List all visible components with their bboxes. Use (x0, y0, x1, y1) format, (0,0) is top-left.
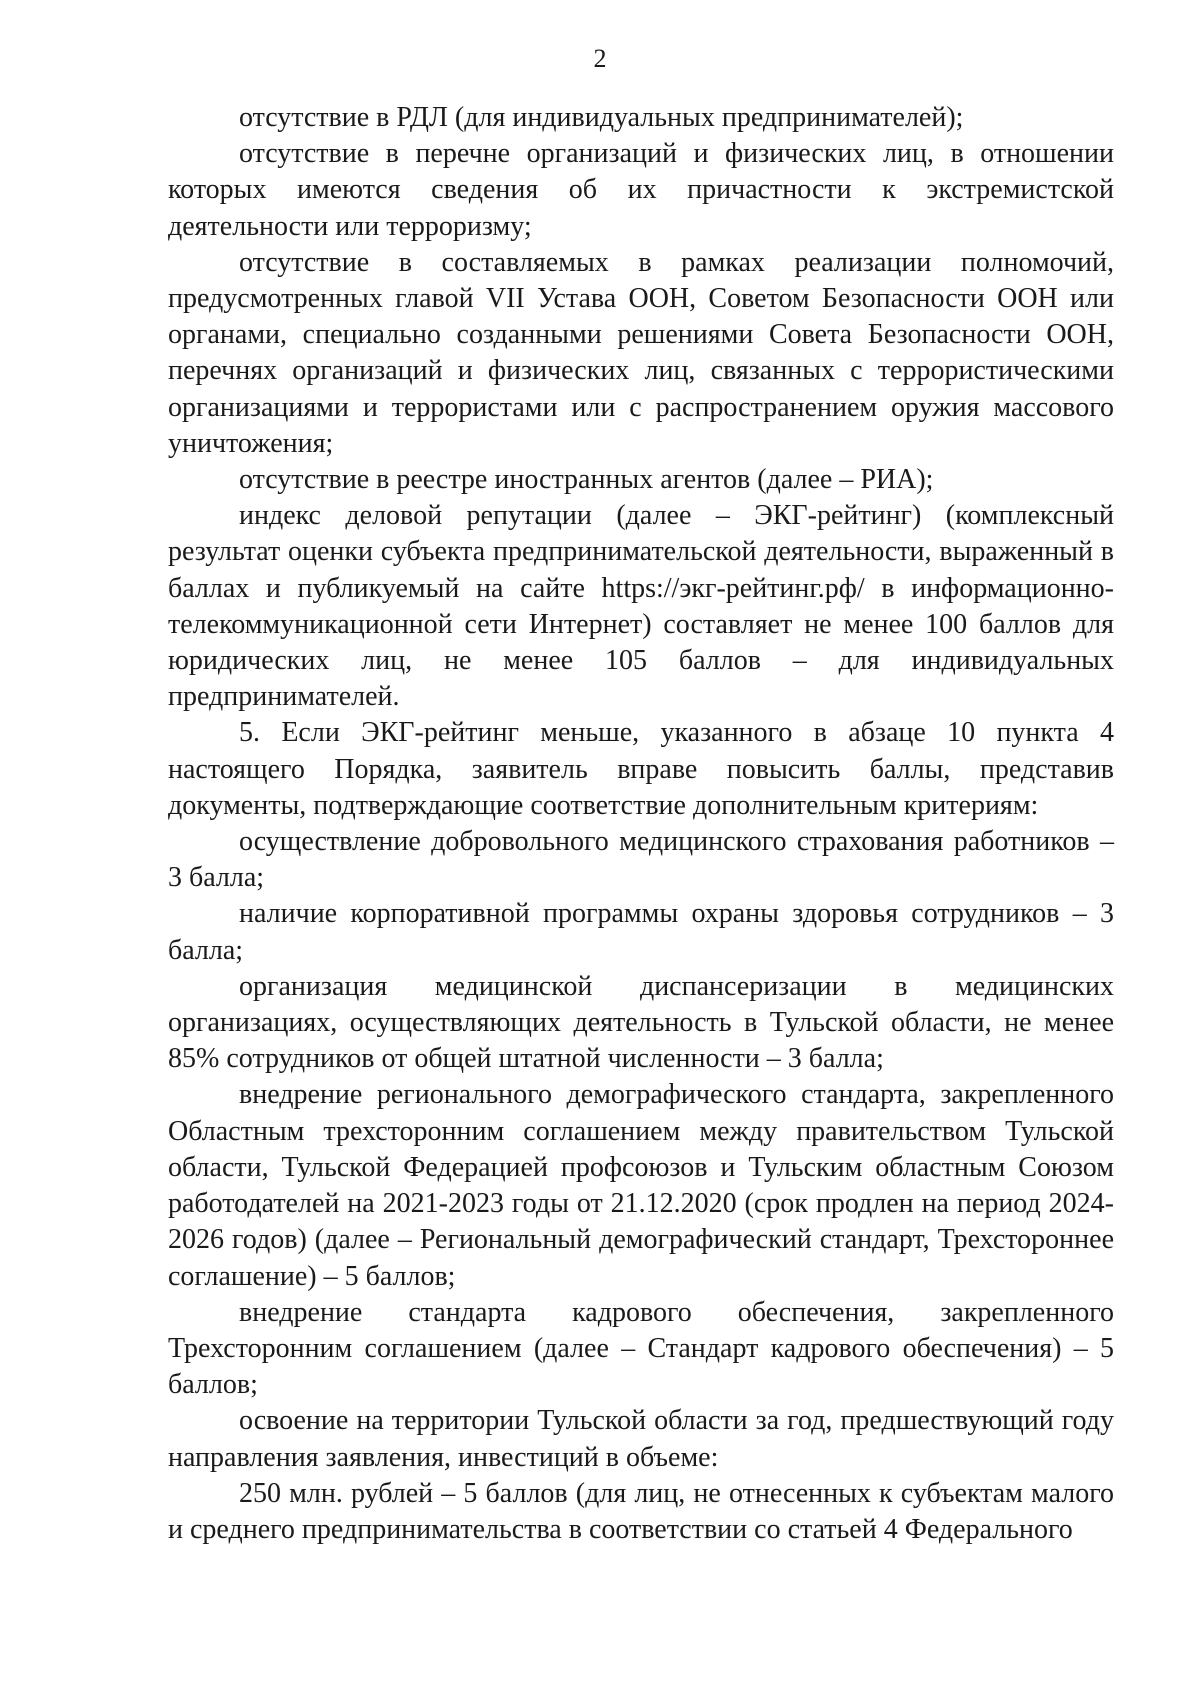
document-body (168, 100, 1114, 1548)
paragraph-medical-checkup: организация медицинской диспансеризации в медицинских организациях, осуществляющих деятельность в Тульской области, не менее 85% сотрудников от общей штатной численности – 3 балла; (168, 970, 1114, 1075)
paragraph-250-million: 250 млн. рублей – 5 баллов (для лиц, не отнесенных к субъектам малого и среднего предпринимательства в соответствии со статьей 4 Федерального (168, 1477, 1114, 1545)
paragraph-health-insurance: осуществление добровольного медицинского страхования работников – 3 балла; (168, 826, 1114, 894)
page-number: 2 (593, 44, 607, 73)
paragraph-ekg-rating: индекс деловой репутации (далее – ЭКГ-рейтинг) (комплексный результат оценки субъекта предпринимательской деятельности, выраженный в баллах и публикуемый на сайте https://экг-рейтинг.рф/ в информационно-телекоммуникационной сети Интернет) составляет не менее 100 баллов для юридических лиц, не менее 105 баллов – для индивидуальных предпринимателей. (168, 500, 1114, 713)
paragraph-extremism-list: отсутствие в перечне организаций и физических лиц, в отношении которых имеются сведения об их причастности к экстремистской деятельности или терроризму; (168, 138, 1114, 242)
paragraph-clause-5: 5. Если ЭКГ-рейтинг меньше, указанного в абзаце 10 пункта 4 настоящего Порядка, заявитель вправе повысить баллы, представив документы, подтверждающие соответствие дополнительным критериям: (168, 717, 1114, 821)
paragraph-investments: освоение на территории Тульской области за год, предшествующий году направления заявления, инвестиций в объеме: (168, 1405, 1114, 1473)
paragraph-demographic-standard: внедрение регионального демографического стандарта, закрепленного Областным трехсторонним соглашением между правительством Тульской области, Тульской Федерацией профсоюзов и Тульским областным Союзом работодателей на 2021-2023 годы от 21.12.2020 (срок продлен на период 2024-2026 годов) (далее – Региональный демографический стандарт, Трехстороннее соглашение) – 5 баллов; (168, 1079, 1114, 1292)
paragraph-un-lists: отсутствие в составляемых в рамках реализации полномочий, предусмотренных главой VII Устава ООН, Советом Безопасности ООН или органами, специально созданными решениями Совета Безопасности ООН, перечнях организаций и физических лиц, связанных с террористическими организациями и террористами или с распространением оружия массового уничтожения; (168, 246, 1114, 459)
paragraph-foreign-agents: отсутствие в реестре иностранных агентов (далее – РИА); (239, 464, 934, 496)
paragraph-health-program: наличие корпоративной программы охраны здоровья сотрудников – 3 балла; (168, 898, 1114, 966)
paragraph-rdl: отсутствие в РДЛ (для индивидуальных предпринимателей); (239, 102, 964, 133)
paragraph-staffing-standard: внедрение стандарта кадрового обеспечения, закрепленного Трехсторонним соглашением (далее – Стандарт кадрового обеспечения) – 5 баллов; (168, 1296, 1114, 1401)
